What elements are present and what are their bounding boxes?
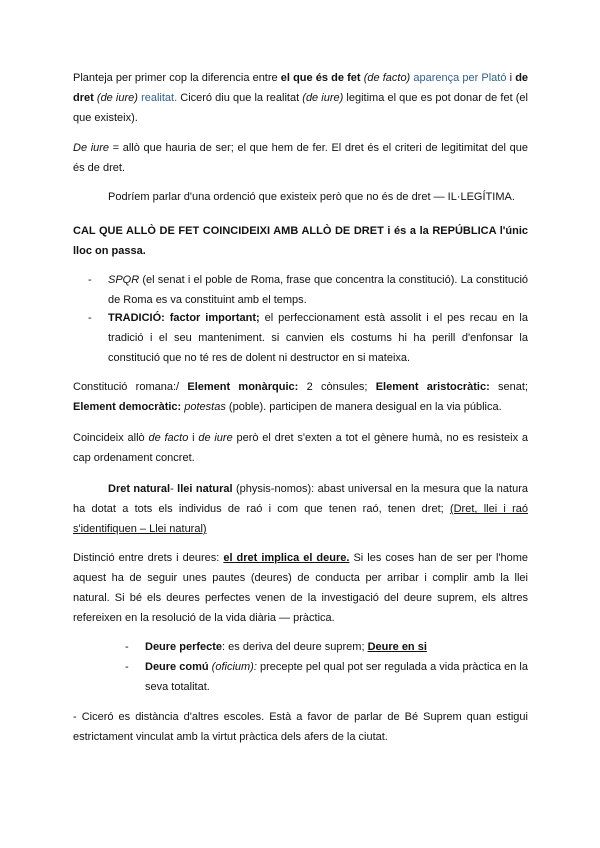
italic-text: SPQR xyxy=(108,274,140,286)
bold-text: Deure comú xyxy=(145,661,209,673)
text: precepte pel qual pot ser regulada a vida pràctica en la seva totalitat. xyxy=(145,661,528,693)
text: Ciceró diu que la realitat xyxy=(177,92,303,104)
text: Podríem parlar d'una ordenció que existeix però que no és de dret — IL·LEGÍTIMA. xyxy=(108,191,515,203)
bold-text: Element monàrquic: xyxy=(187,381,299,393)
text: Si les coses han de ser per l'home aquest ha de seguir unes pautes (deures) de conducta per arribar i complir amb la llei natural. Si bé els deures perfectes venen de la investigació del deure suprem, els altres refereixen en la resolució de la vida diària — pràctica. xyxy=(73,552,528,624)
highlighted-text: aparença per Plató xyxy=(413,72,507,84)
text: legitima el que es pot donar de fet (el que existeix). xyxy=(73,92,528,124)
list-item-deure-perfecte xyxy=(125,637,528,657)
text: senat; xyxy=(489,381,528,393)
list-dash: - xyxy=(125,641,129,653)
bold-text: de dret xyxy=(73,72,529,104)
bold-underlined-text: el dret implica el deure. xyxy=(223,552,350,564)
paragraph-de-facto-de-iure xyxy=(73,68,528,128)
list-item-tradicio xyxy=(88,308,528,368)
italic-text: (de iure) xyxy=(96,92,138,104)
italic-text: (de iure) xyxy=(302,92,344,104)
text: Constitució romana:/ xyxy=(73,381,188,393)
highlighted-text: realitat. xyxy=(141,92,178,104)
list-item-spqr xyxy=(88,270,528,310)
italic-text: de facto xyxy=(148,432,189,444)
underlined-text: (Dret, llei i raó s'identifiquen – Llei natural) xyxy=(73,503,528,535)
bold-text: el que és de fet xyxy=(280,72,361,84)
text: : es deriva del deure suprem; xyxy=(222,641,368,653)
paragraph-dret-natural xyxy=(73,479,528,539)
paragraph-constitucio-romana xyxy=(73,377,528,417)
bold-text: Deure perfecte xyxy=(145,641,223,653)
text: (poble). participen de manera desigual en la via pública. xyxy=(225,401,502,413)
list-dash: - xyxy=(125,661,129,673)
text: però el dret s'exten a tot el gènere humà, no es resisteix a cap ordenament concret. xyxy=(73,432,529,464)
text: (physis-nomos): abast universal en la mesura que la natura ha dotat a tots els individus de raó i com que tenen raó, tenen dret; xyxy=(73,483,528,515)
bold-text: llei natural xyxy=(177,483,233,495)
paragraph-coincideix xyxy=(73,428,528,468)
list-dash: - xyxy=(88,312,92,324)
bold-heading-text: CAL QUE ALLÒ DE FET COINCIDEIXI AMB ALLÒ DE DRET i és a la REPÚBLICA l'únic lloc on passa. xyxy=(73,225,528,257)
paragraph-cicero-escoles xyxy=(73,707,528,747)
list-item-deure-comu xyxy=(125,657,528,697)
bold-text: Element aristocràtic: xyxy=(375,381,490,393)
italic-text: (oficium): xyxy=(211,661,257,673)
list-dash: - xyxy=(88,274,92,286)
italic-text: (de facto) xyxy=(363,72,411,84)
text: = allò que hauria de ser; el que hem de fer. El dret és el criteri de legitimitat del que és de dret. xyxy=(73,142,528,174)
italic-text: de iure xyxy=(198,432,233,444)
bold-text: Element democràtic: xyxy=(73,401,182,413)
text: el perfeccionament està assolit i el pes recau en la tradició i el seu manteniment. si canvien els costums hi ha perill d'enfonsar la constitució que no té res de dolent ni destructor en si mateixa. xyxy=(108,312,528,364)
text: - Ciceró es distància d'altres escoles. Està a favor de parlar de Bé Suprem quan estigui estrictament vinculat amb la virtut pràctica dels afers de la ciutat. xyxy=(73,711,528,743)
text: 2 cònsules; xyxy=(298,381,376,393)
paragraph-drets-i-deures xyxy=(73,548,528,628)
bold-underlined-text: Deure en si xyxy=(367,641,427,653)
text: Coincideix allò xyxy=(73,432,149,444)
paragraph-de-iure-definition xyxy=(73,138,528,178)
paragraph-illegitima xyxy=(108,187,528,207)
heading-cal-que xyxy=(73,221,528,261)
text: Planteja per primer cop la diferencia entre xyxy=(73,72,281,84)
text: (el senat i el poble de Roma, frase que concentra la constitució). La constitució de Roma es va constituint amb el temps. xyxy=(108,274,528,306)
text: i xyxy=(188,432,199,444)
text: i xyxy=(506,72,516,84)
text: Distinció entre drets i deures: xyxy=(73,552,224,564)
text: - xyxy=(170,483,178,495)
bold-text: TRADICIÓ: factor important; xyxy=(108,312,260,324)
italic-text: potestas xyxy=(184,401,226,413)
bold-text: Dret natural xyxy=(108,483,171,495)
italic-text: De iure xyxy=(73,142,110,154)
